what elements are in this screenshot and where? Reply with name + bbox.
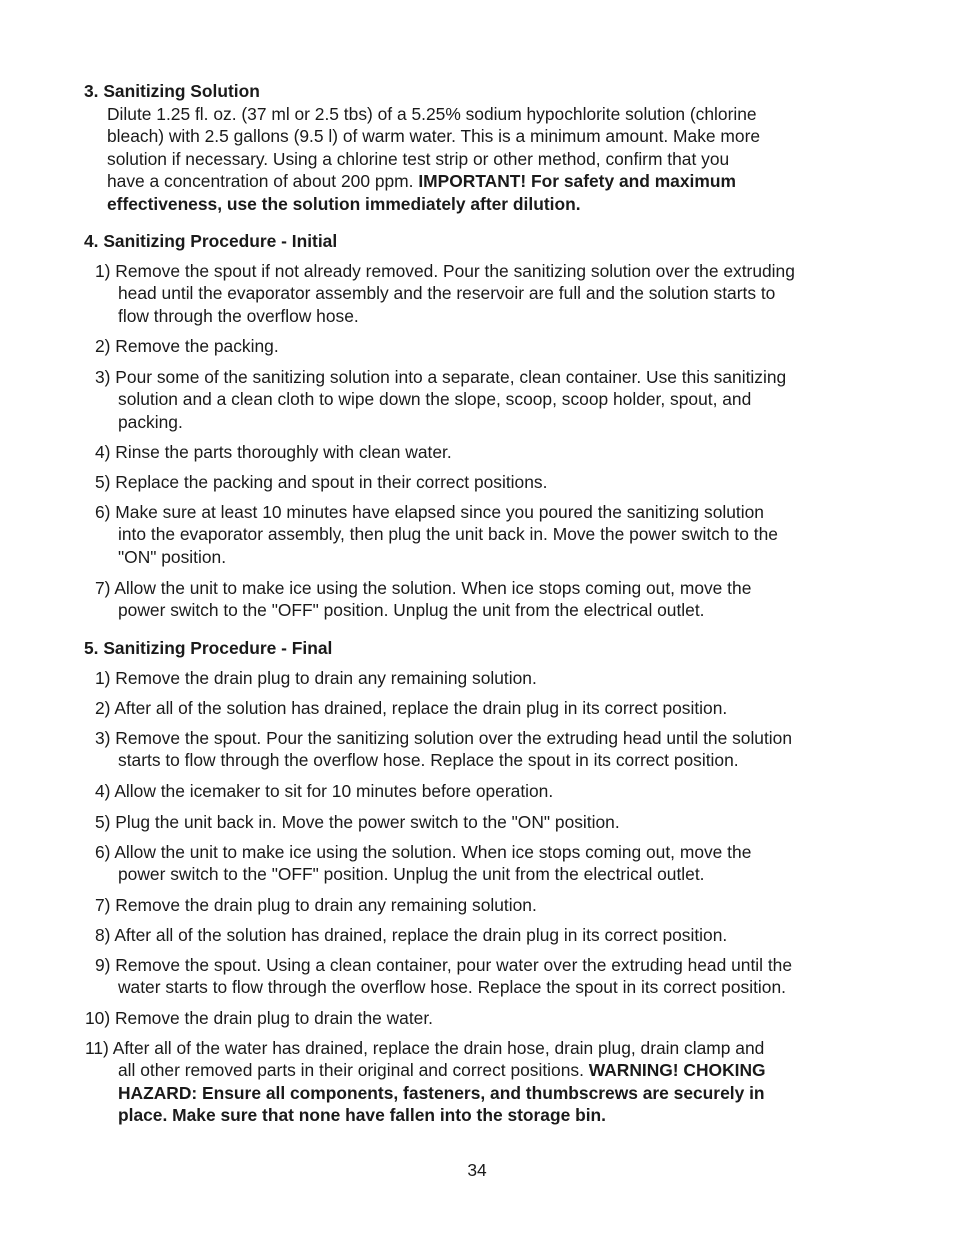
list-item-text: 2) After all of the solution has drained, replace the drain plug in its correct position. — [95, 698, 728, 718]
list-item-text-mixed — [85, 1059, 865, 1081]
list-item — [95, 667, 875, 689]
sanitizing-solution-paragraph — [107, 103, 867, 215]
list-item-text: power switch to the "OFF" position. Unplug the unit from the electrical outlet. — [118, 600, 705, 621]
important-note: IMPORTANT! For safety and maximum — [418, 171, 736, 192]
list-item-text: packing. — [118, 411, 183, 432]
paragraph-text: have a concentration of about 200 ppm. — [107, 171, 419, 192]
list-item-text: water starts to flow through the overflow hose. Replace the spout in its correct position. — [118, 977, 786, 998]
section-heading-initial-procedure: 4. Sanitizing Procedure - Initial — [84, 231, 338, 251]
paragraph-line: Dilute 1.25 fl. oz. (37 ml or 2.5 tbs) of a 5.25% sodium hypochlorite solution (chlorine — [107, 104, 757, 124]
list-item-text: 4) Rinse the parts thoroughly with clean water. — [95, 442, 452, 462]
choking-warning: WARNING! CHOKING — [588, 1060, 766, 1081]
list-item-text: 9) Remove the spout. Using a clean container, pour water over the extruding head until the — [95, 955, 793, 975]
list-item-text: 10) Remove the drain plug to drain the water. — [85, 1008, 434, 1028]
list-item — [95, 577, 875, 622]
list-item-text: 1) Remove the drain plug to drain any remaining solution. — [95, 668, 537, 688]
important-note: effectiveness, use the solution immediately after dilution. — [107, 193, 581, 214]
list-item — [95, 894, 875, 916]
choking-warning: HAZARD: Ensure all components, fasteners, and thumbscrews are securely in — [118, 1082, 765, 1103]
list-item-text: into the evaporator assembly, then plug the unit back in. Move the power switch to the — [118, 524, 778, 545]
list-item — [95, 335, 875, 357]
list-item — [85, 1007, 865, 1029]
list-item — [95, 841, 875, 886]
list-item-warning — [85, 1037, 865, 1127]
list-item-text: 3) Pour some of the sanitizing solution into a separate, clean container. Use this sanitizing — [95, 367, 787, 387]
list-item — [95, 727, 875, 772]
list-item-text: 1) Remove the spout if not already removed. Pour the sanitizing solution over the extruding — [95, 261, 795, 281]
list-item-text: head until the evaporator assembly and the reservoir are full and the solution starts to — [118, 283, 776, 304]
list-item-text: solution and a clean cloth to wipe down the slope, scoop, scoop holder, spout, and — [118, 389, 752, 410]
list-item-text: 4) Allow the icemaker to sit for 10 minutes before operation. — [95, 781, 554, 801]
list-item-text: flow through the overflow hose. — [118, 305, 359, 326]
list-item-text: 2) Remove the packing. — [95, 336, 279, 356]
list-item-text: all other removed parts in their original and correct positions. — [118, 1060, 589, 1081]
list-item — [95, 924, 875, 946]
list-item-text: 7) Allow the unit to make ice using the solution. When ice stops coming out, move the — [95, 578, 752, 598]
choking-warning: place. Make sure that none have fallen into the storage bin. — [118, 1105, 607, 1126]
list-item — [95, 697, 875, 719]
page-number: 34 — [467, 1160, 487, 1180]
list-item-text: 8) After all of the solution has drained, replace the drain plug in its correct position. — [95, 925, 728, 945]
section-heading-final-procedure: 5. Sanitizing Procedure - Final — [84, 638, 333, 658]
paragraph-line: solution if necessary. Using a chlorine test strip or other method, confirm that you — [107, 148, 730, 169]
list-item-text: 3) Remove the spout. Pour the sanitizing solution over the extruding head until the solution — [95, 728, 793, 748]
list-item-text: 6) Allow the unit to make ice using the solution. When ice stops coming out, move the — [95, 842, 752, 862]
list-item — [95, 501, 875, 568]
list-item-text: 5) Replace the packing and spout in their correct positions. — [95, 472, 548, 492]
section-heading-sanitizing-solution: 3. Sanitizing Solution — [84, 81, 260, 101]
paragraph-line: bleach) with 2.5 gallons (9.5 l) of warm water. This is a minimum amount. Make more — [107, 126, 761, 147]
list-item-text: 5) Plug the unit back in. Move the power switch to the "ON" position. — [95, 812, 620, 832]
list-item — [95, 811, 875, 833]
list-item — [95, 366, 875, 433]
list-item — [95, 260, 875, 327]
list-item — [95, 954, 875, 999]
list-item — [95, 780, 875, 802]
list-item-text: 6) Make sure at least 10 minutes have elapsed since you poured the sanitizing solution — [95, 502, 764, 522]
list-item-text: "ON" position. — [118, 546, 227, 567]
list-item — [95, 471, 875, 493]
paragraph-line-mixed — [107, 170, 867, 192]
list-item — [95, 441, 875, 463]
list-item-text: 7) Remove the drain plug to drain any remaining solution. — [95, 895, 537, 915]
list-item-text: starts to flow through the overflow hose. Replace the spout in its correct position. — [118, 750, 739, 771]
list-item-text: power switch to the "OFF" position. Unplug the unit from the electrical outlet. — [118, 864, 705, 885]
list-item-text: 11) After all of the water has drained, replace the drain hose, drain plug, drain clamp and — [85, 1038, 765, 1058]
